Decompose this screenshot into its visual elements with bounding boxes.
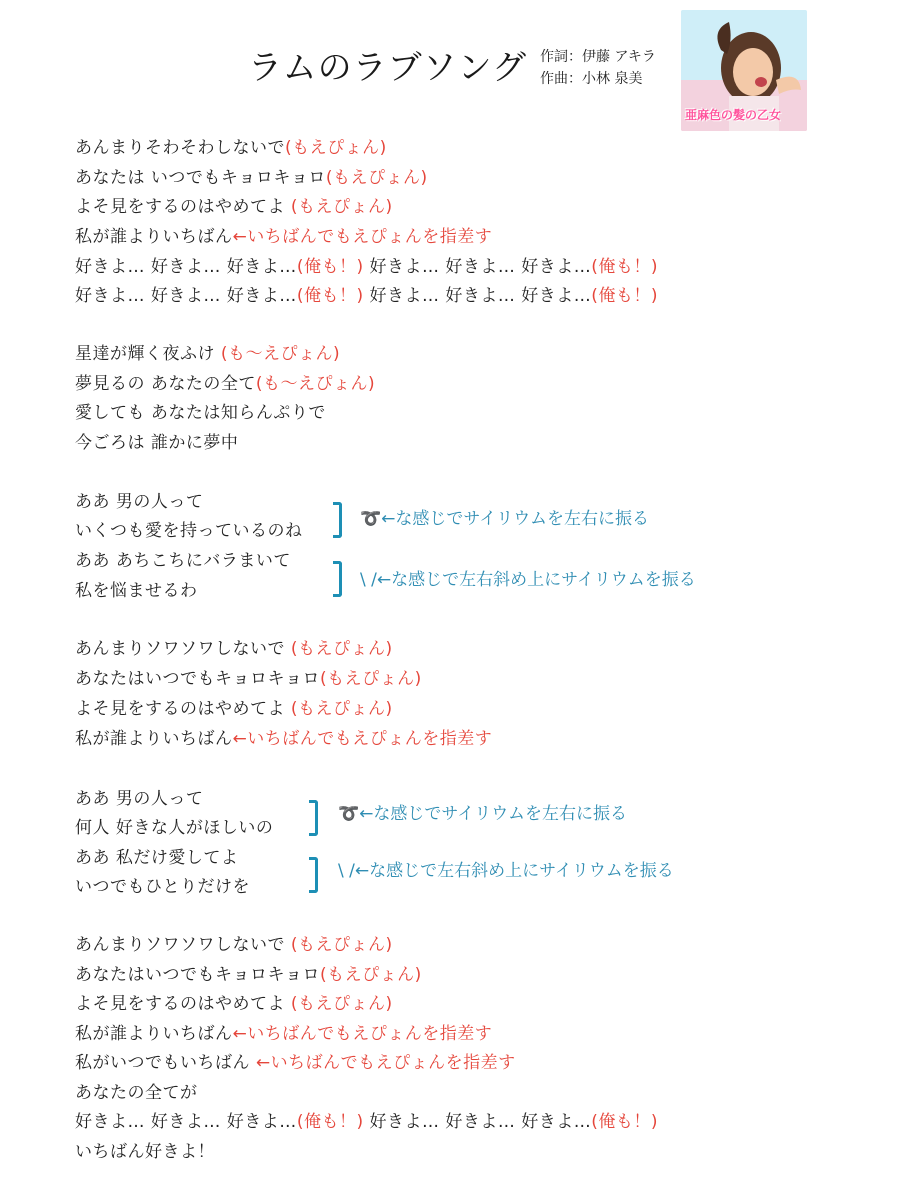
penlight-note: ➰←な感じでサイリウムを左右に振る: [338, 804, 628, 824]
song-title: ラムのラブソング: [248, 48, 527, 88]
bracket-marker: [333, 502, 342, 538]
lyric-line: 今ごろは 誰かに夢中: [75, 433, 239, 453]
lyric-line: あなたの全てが: [75, 1083, 198, 1103]
lyric-line: あんまりソワソワしないで (もえぴょん): [75, 639, 393, 659]
lyric-line: あんまりそわそわしないで(もえぴょん): [75, 138, 387, 158]
lyric-line: ああ 私だけ愛してよ: [75, 848, 239, 868]
lyric-line: 星達が輝く夜ふけ (も〜えぴょん): [75, 344, 341, 364]
lyric-line: いちばん好きよ！: [75, 1142, 215, 1162]
bracket-marker: [309, 800, 318, 836]
lyric-line: いつでもひとりだけを: [75, 877, 250, 897]
lyric-line: 何人 好きな人がほしいの: [75, 818, 274, 838]
composer-credit: 作曲：小林 泉美: [540, 71, 643, 87]
lyric-line: 私が誰よりいちばん←いちばんでもえぴょんを指差す: [75, 227, 493, 247]
album-cover-text: 亜麻色の髪の乙女: [685, 108, 782, 122]
lyric-line: 夢見るの あなたの全て(も〜えぴょん): [75, 374, 376, 394]
lyric-line: あんまりソワソワしないで (もえぴょん): [75, 935, 393, 955]
penlight-note: \ /←な感じで左右斜め上にサイリウムを振る: [338, 861, 674, 881]
lyric-line: 私が誰よりいちばん←いちばんでもえぴょんを指差す: [75, 1024, 493, 1044]
lyric-line: 私を悩ませるわ: [75, 581, 198, 601]
lyric-line: あなたは いつでもキョロキョロ(もえぴょん): [75, 168, 428, 188]
lyric-line: よそ見をするのはやめてよ (もえぴょん): [75, 699, 393, 719]
lyricist-credit: 作詞：伊藤 アキラ: [540, 49, 656, 65]
lyric-line: あなたはいつでもキョロキョロ(もえぴょん): [75, 669, 422, 689]
lyric-line: ああ あちこちにバラまいて: [75, 551, 291, 571]
lyric-line: よそ見をするのはやめてよ (もえぴょん): [75, 197, 393, 217]
lyric-line: いくつも愛を持っているのね: [75, 521, 303, 541]
penlight-note: ➰←な感じでサイリウムを左右に振る: [360, 509, 650, 529]
bracket-marker: [333, 561, 342, 597]
bracket-marker: [309, 857, 318, 893]
lyric-line: 愛しても あなたは知らんぷりで: [75, 403, 326, 423]
penlight-note: \ /←な感じで左右斜め上にサイリウムを振る: [360, 570, 696, 590]
lyric-line: 好きよ… 好きよ… 好きよ…(俺も！) 好きよ… 好きよ… 好きよ…(俺も！): [75, 286, 659, 306]
credits: [540, 46, 656, 90]
album-cover-image: [681, 10, 807, 131]
lyric-line: 好きよ… 好きよ… 好きよ…(俺も！) 好きよ… 好きよ… 好きよ…(俺も！): [75, 257, 659, 277]
lyric-line: あなたはいつでもキョロキョロ(もえぴょん): [75, 965, 422, 985]
lyric-line: 好きよ… 好きよ… 好きよ…(俺も！) 好きよ… 好きよ… 好きよ…(俺も！): [75, 1112, 659, 1132]
lyric-line: よそ見をするのはやめてよ (もえぴょん): [75, 994, 393, 1014]
lyric-line: ああ 男の人って: [75, 492, 204, 512]
lyric-line: 私がいつでもいちばん ←いちばんでもえぴょんを指差す: [75, 1053, 516, 1073]
lyric-line: 私が誰よりいちばん←いちばんでもえぴょんを指差す: [75, 729, 493, 749]
lyric-line: ああ 男の人って: [75, 789, 204, 809]
